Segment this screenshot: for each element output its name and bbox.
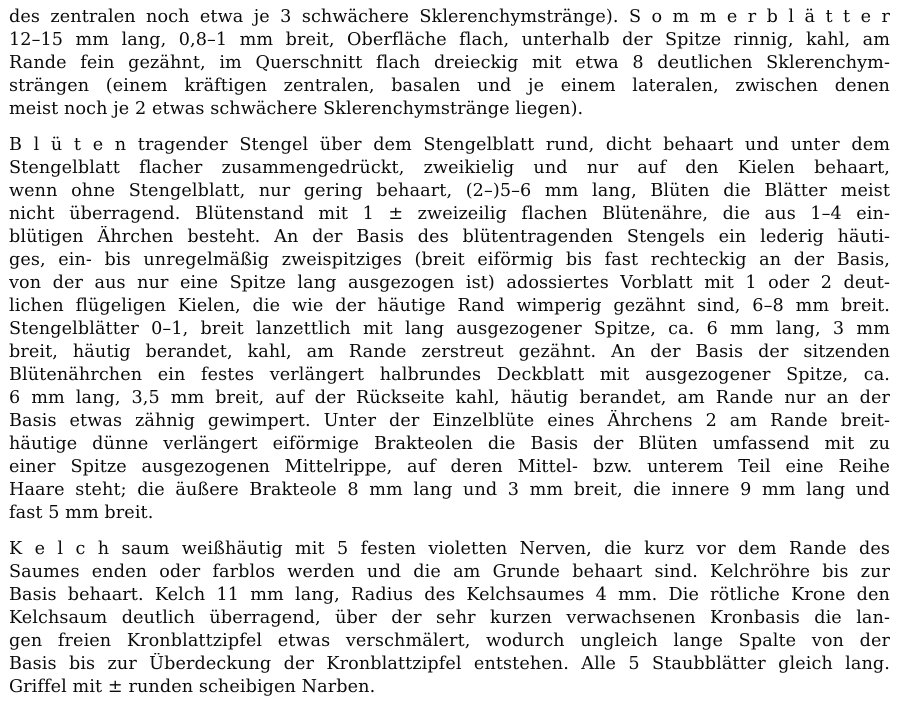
text-line: Basis behaart. Kelch 11 mm lang, Radius des Kelchsaumes 4 mm. Die rötliche Krone den bbox=[9, 585, 890, 605]
text-line: ges, ein- bis unregelmäßig zweispitziges (breit eiförmig bis fast rechteckig an der Basis, bbox=[9, 250, 890, 270]
text-line: des zentralen noch etwa je 3 schwächere Sklerenchymstränge). S o m m e r b l ä t t e r bbox=[9, 7, 890, 27]
text-line: Saumes enden oder farblos werden und die am Grunde behaart sind. Kelchröhre bis zur bbox=[9, 562, 890, 582]
text-line: blütigen Ährchen besteht. An der Basis des blütentragenden Stengels ein lederig häuti- bbox=[9, 227, 890, 247]
text-line: gen freien Kronblattzipfel etwas verschmälert, wodurch ungleich lange Spalte von der bbox=[9, 631, 890, 651]
paragraph-blueten bbox=[9, 134, 890, 525]
text-line: Kelchsaum deutlich überragend, über der sehr kurzen verwachsenen Kronbasis die lan- bbox=[9, 608, 890, 628]
text-line: Haare steht; die äußere Brakteole 8 mm lang und 3 mm breit, die innere 9 mm lang und bbox=[9, 480, 890, 500]
text-line: Basis etwas zähnig gewimpert. Unter der Einzelblüte eines Ährchens 2 am Rande breit- bbox=[9, 411, 890, 431]
text-line: Stengelblatt flacher zusammengedrückt, zweikielig und nur auf den Kielen behaart, bbox=[9, 158, 890, 178]
text-line: häutige dünne verlängert eiförmige Brakteolen die Basis der Blüten umfassend mit zu bbox=[9, 434, 890, 454]
text-line: 6 mm lang, 3,5 mm breit, auf der Rückseite kahl, häutig berandet, am Rande nur an der bbox=[9, 388, 890, 408]
paragraph-sommerblaetter bbox=[9, 6, 890, 121]
text-line: K e l c h saum weißhäutig mit 5 festen violetten Nerven, die kurz vor dem Rande des bbox=[9, 539, 890, 559]
text-line: nicht überragend. Blütenstand mit 1 ± zweizeilig flachen Blütenähre, die aus 1–4 ein- bbox=[9, 204, 890, 224]
text-line: wenn ohne Stengelblatt, nur gering behaart, (2–)5–6 mm lang, Blüten die Blätter meist bbox=[9, 181, 890, 201]
text-line: strängen (einem kräftigen zentralen, basalen und je einem lateralen, zwischen denen bbox=[9, 76, 890, 96]
paragraph-kelch bbox=[9, 538, 890, 699]
text-line: B l ü t e n tragender Stengel über dem Stengelblatt rund, dicht behaart und unter dem bbox=[9, 135, 890, 155]
text-line: Basis bis zur Überdeckung der Kronblattzipfel entstehen. Alle 5 Staubblätter gleich lang. bbox=[9, 654, 890, 674]
text-line: Blütenährchen ein festes verlängert halbrundes Deckblatt mit ausgezogener Spitze, ca. bbox=[9, 365, 890, 385]
text-line: Rande fein gezähnt, im Querschnitt flach dreieckig mit etwa 8 deutlichen Sklerenchym- bbox=[9, 53, 890, 73]
text-line: lichen flügeligen Kielen, die wie der häutige Rand wimperig gezähnt sind, 6–8 mm breit. bbox=[9, 296, 890, 316]
text-line: fast 5 mm breit. bbox=[9, 503, 154, 523]
text-line: breit, häutig berandet, kahl, am Rande zerstreut gezähnt. An der Basis der sitzenden bbox=[9, 342, 890, 362]
text-line: einer Spitze ausgezogenen Mittelrippe, auf deren Mittel- bzw. unterem Teil eine Reihe bbox=[9, 457, 890, 477]
text-line: meist noch je 2 etwas schwächere Sklerenchymstränge liegen). bbox=[9, 99, 584, 119]
text-line: Stengelblätter 0–1, breit lanzettlich mit lang ausgezogener Spitze, ca. 6 mm lang, 3 mm bbox=[9, 319, 890, 339]
text-line: 12–15 mm lang, 0,8–1 mm breit, Oberfläche flach, unterhalb der Spitze rinnig, kahl, am bbox=[9, 30, 890, 50]
text-line: Griffel mit ± runden scheibigen Narben. bbox=[9, 677, 376, 697]
text-line: von der aus nur eine Spitze lang ausgezogen ist) adossiertes Vorblatt mit 1 oder 2 deut- bbox=[9, 273, 890, 293]
